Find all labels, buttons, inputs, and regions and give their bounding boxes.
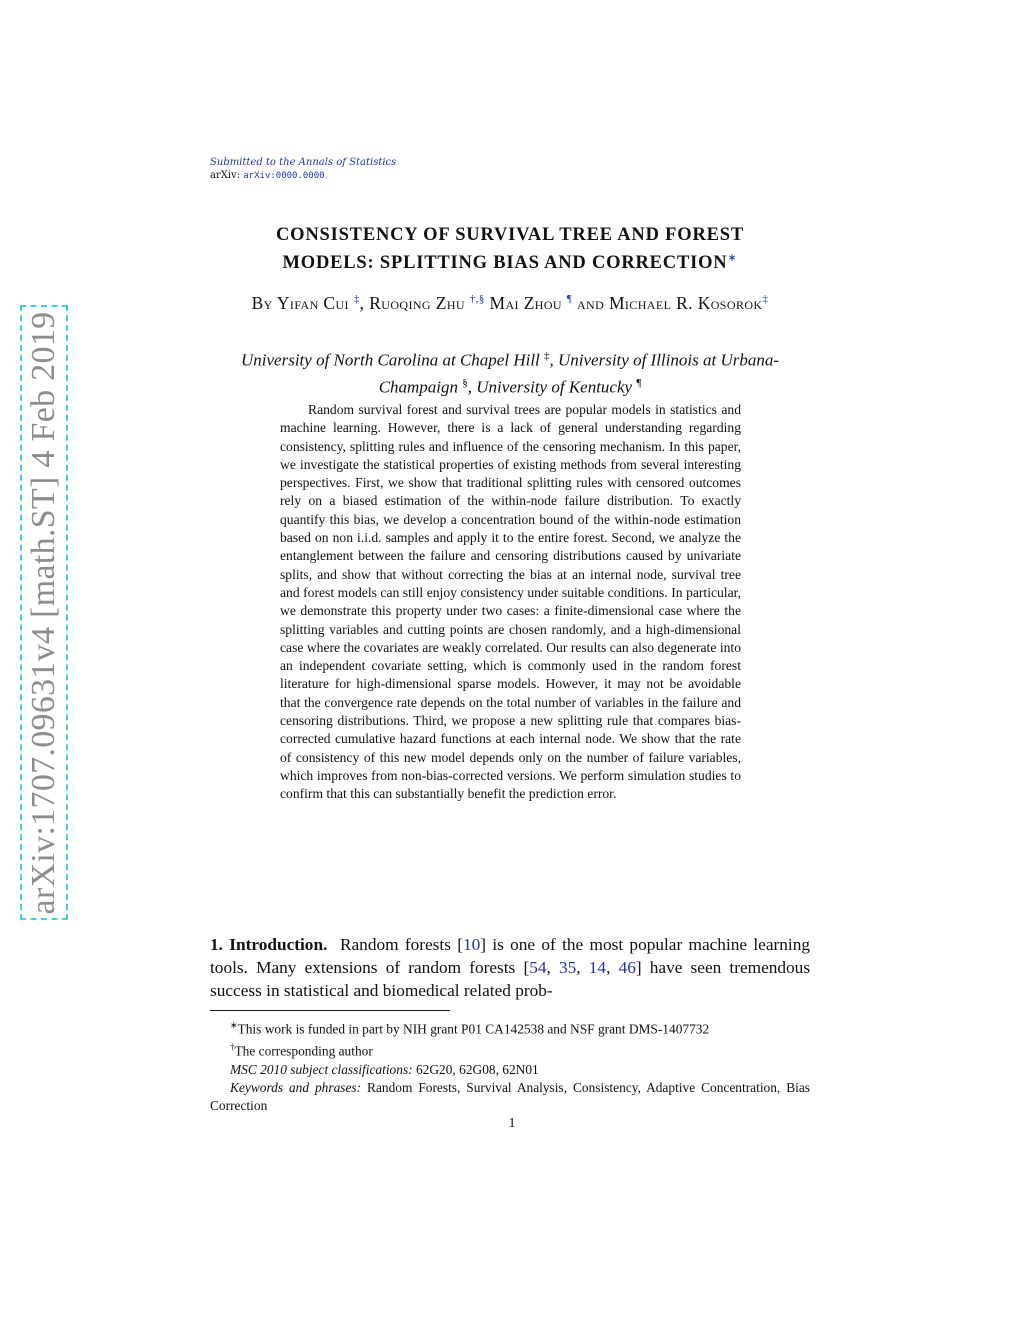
affiliation-separator-1: , [549, 350, 554, 370]
keywords [210, 1079, 810, 1115]
page-number: 1 [508, 1116, 516, 1131]
author-separator: , [359, 292, 365, 313]
author-4-mark[interactable]: ‡ [762, 293, 769, 305]
arxiv-sidebar-stamp [20, 305, 68, 920]
keywords-text: Random Forests, Survival Analysis, Consistency, Adaptive Concentration, Bias Correction [210, 1079, 810, 1113]
abstract: Random survival forest and survival trees are popular models in statistics and machine learning. However, there is a lack of general understanding regarding consistency, splitting rules and influence of the censoring mechanism. In this paper, we investigate the statistical properties of existing methods from several interesting perspectives. First, we show that traditional splitting rules with censored outcomes rely on a biased estimation of the within-node failure distribution. To exactly quantify this bias, we develop a concentration bound of the within-node estimation based on non i.i.d. samples and apply it to the entire forest. Second, we analyze the entanglement between the failure and censoring distributions caused by univariate splits, and show that without correcting the bias at an internal node, survival tree and forest models can still enjoy consistency under suitable conditions. In particular, we demonstrate this property under two cases: a finite-dimensional case where the splitting variables and cutting points are chosen randomly, and a high-dimensional case where the covariates are weakly correlated. Our results can also degenerate into an independent covariate setting, which is commonly used in the random forest literature for high-dimensional sparse models. However, it may not be avoidable that the convergence rate depends on the total number of variables in the failure and censoring distributions. Third, we propose a new splitting rule that compares bias-corrected cumulative hazard functions at each internal node. We show that the rate of consistency of this new model depends only on the number of failure variables, which improves from non-bias-corrected versions. We perform simulation studies to confirm that this can substantially benefit the prediction error. [280, 402, 741, 802]
intro-text-2: ] is one of the most popular machine learning tools. Many extensions of random forests [ [210, 935, 810, 977]
author-1-mark[interactable]: ‡ [353, 293, 360, 305]
by-label: By [251, 292, 273, 313]
author-1: Yifan Cui [276, 292, 349, 313]
affiliation-separator-2: , [467, 377, 473, 397]
affiliation-1-mark: ‡ [544, 350, 550, 362]
paper-title [210, 224, 810, 275]
keywords-label: Keywords and phrases: [230, 1079, 362, 1095]
footnotes [210, 1016, 810, 1115]
affiliation-3: University of Kentucky [476, 377, 633, 397]
footnote-corresponding-text: The corresponding author [234, 1043, 373, 1059]
title-footnote-mark[interactable]: ∗ [727, 252, 738, 264]
footnote-funding-text: This work is funded in part by NIH grant P01 CA142538 and NSF grant DMS-1407732 [237, 1021, 710, 1037]
title-line-2 [210, 247, 810, 275]
citation-10[interactable]: 10 [462, 935, 481, 954]
introduction-paragraph: 1. Introduction. Random forests [10] is one of the most popular machine learning tools. Many extensions of random forests [54, 35, 14, 46] have seen tremendous success in statistical and biomedical related prob- [210, 935, 811, 1000]
author-4: Michael R. Kosorok [608, 292, 763, 313]
title-line-1: CONSISTENCY OF SURVIVAL TREE AND FOREST [276, 225, 744, 245]
msc-codes: 62G20, 62G08, 62N01 [415, 1061, 539, 1077]
author-3: Mai Zhou [489, 292, 563, 313]
footnote-rule [210, 1010, 450, 1011]
affiliations [210, 345, 810, 398]
author-3-mark[interactable]: ¶ [566, 293, 573, 305]
author-2-mark[interactable]: †,§ [469, 293, 485, 305]
msc-label: MSC 2010 subject classifications: [230, 1061, 413, 1077]
arxiv-id-link[interactable]: arXiv:0000.0000 [243, 171, 325, 181]
arxiv-stamp-text: arXiv:1707.09631v4 [math.ST] 4 Feb 2019 [25, 311, 62, 914]
section-heading: 1. Introduction. [210, 935, 328, 954]
affiliation-2-mark: § [462, 376, 468, 389]
author-2: Ruoqing Zhu [369, 292, 465, 313]
intro-text-3: ] have seen tremendous success in statistical and biomedical related prob- [210, 958, 811, 1000]
citation-46[interactable]: 46 [618, 958, 636, 977]
intro-text-1: Random forests [ [339, 935, 463, 954]
submitted-note[interactable]: Submitted to the Annals of Statistics [210, 157, 397, 168]
affiliation-3-mark: ¶ [636, 376, 642, 389]
footnote-funding-mark: ∗ [230, 1020, 238, 1030]
citation-35[interactable]: 35 [559, 958, 577, 977]
journal-header [210, 156, 396, 183]
title-line-2-text: MODELS: SPLITTING BIAS AND CORRECTION [282, 253, 728, 274]
affiliation-2: University of Illinois at Urbana-Champaign [378, 350, 779, 397]
citation-54[interactable]: 54 [529, 958, 547, 977]
arxiv-label: arXiv: [210, 170, 241, 181]
arxiv-line [210, 169, 396, 183]
footnote-corresponding-mark: † [230, 1042, 235, 1053]
footnote-funding [210, 1016, 810, 1038]
msc-classification [210, 1061, 810, 1079]
footnote-corresponding [210, 1038, 810, 1060]
citation-14[interactable]: 14 [588, 958, 607, 977]
affiliation-1: University of North Carolina at Chapel Hill [241, 350, 540, 370]
author-list [210, 288, 810, 314]
and-label: and [576, 292, 605, 313]
